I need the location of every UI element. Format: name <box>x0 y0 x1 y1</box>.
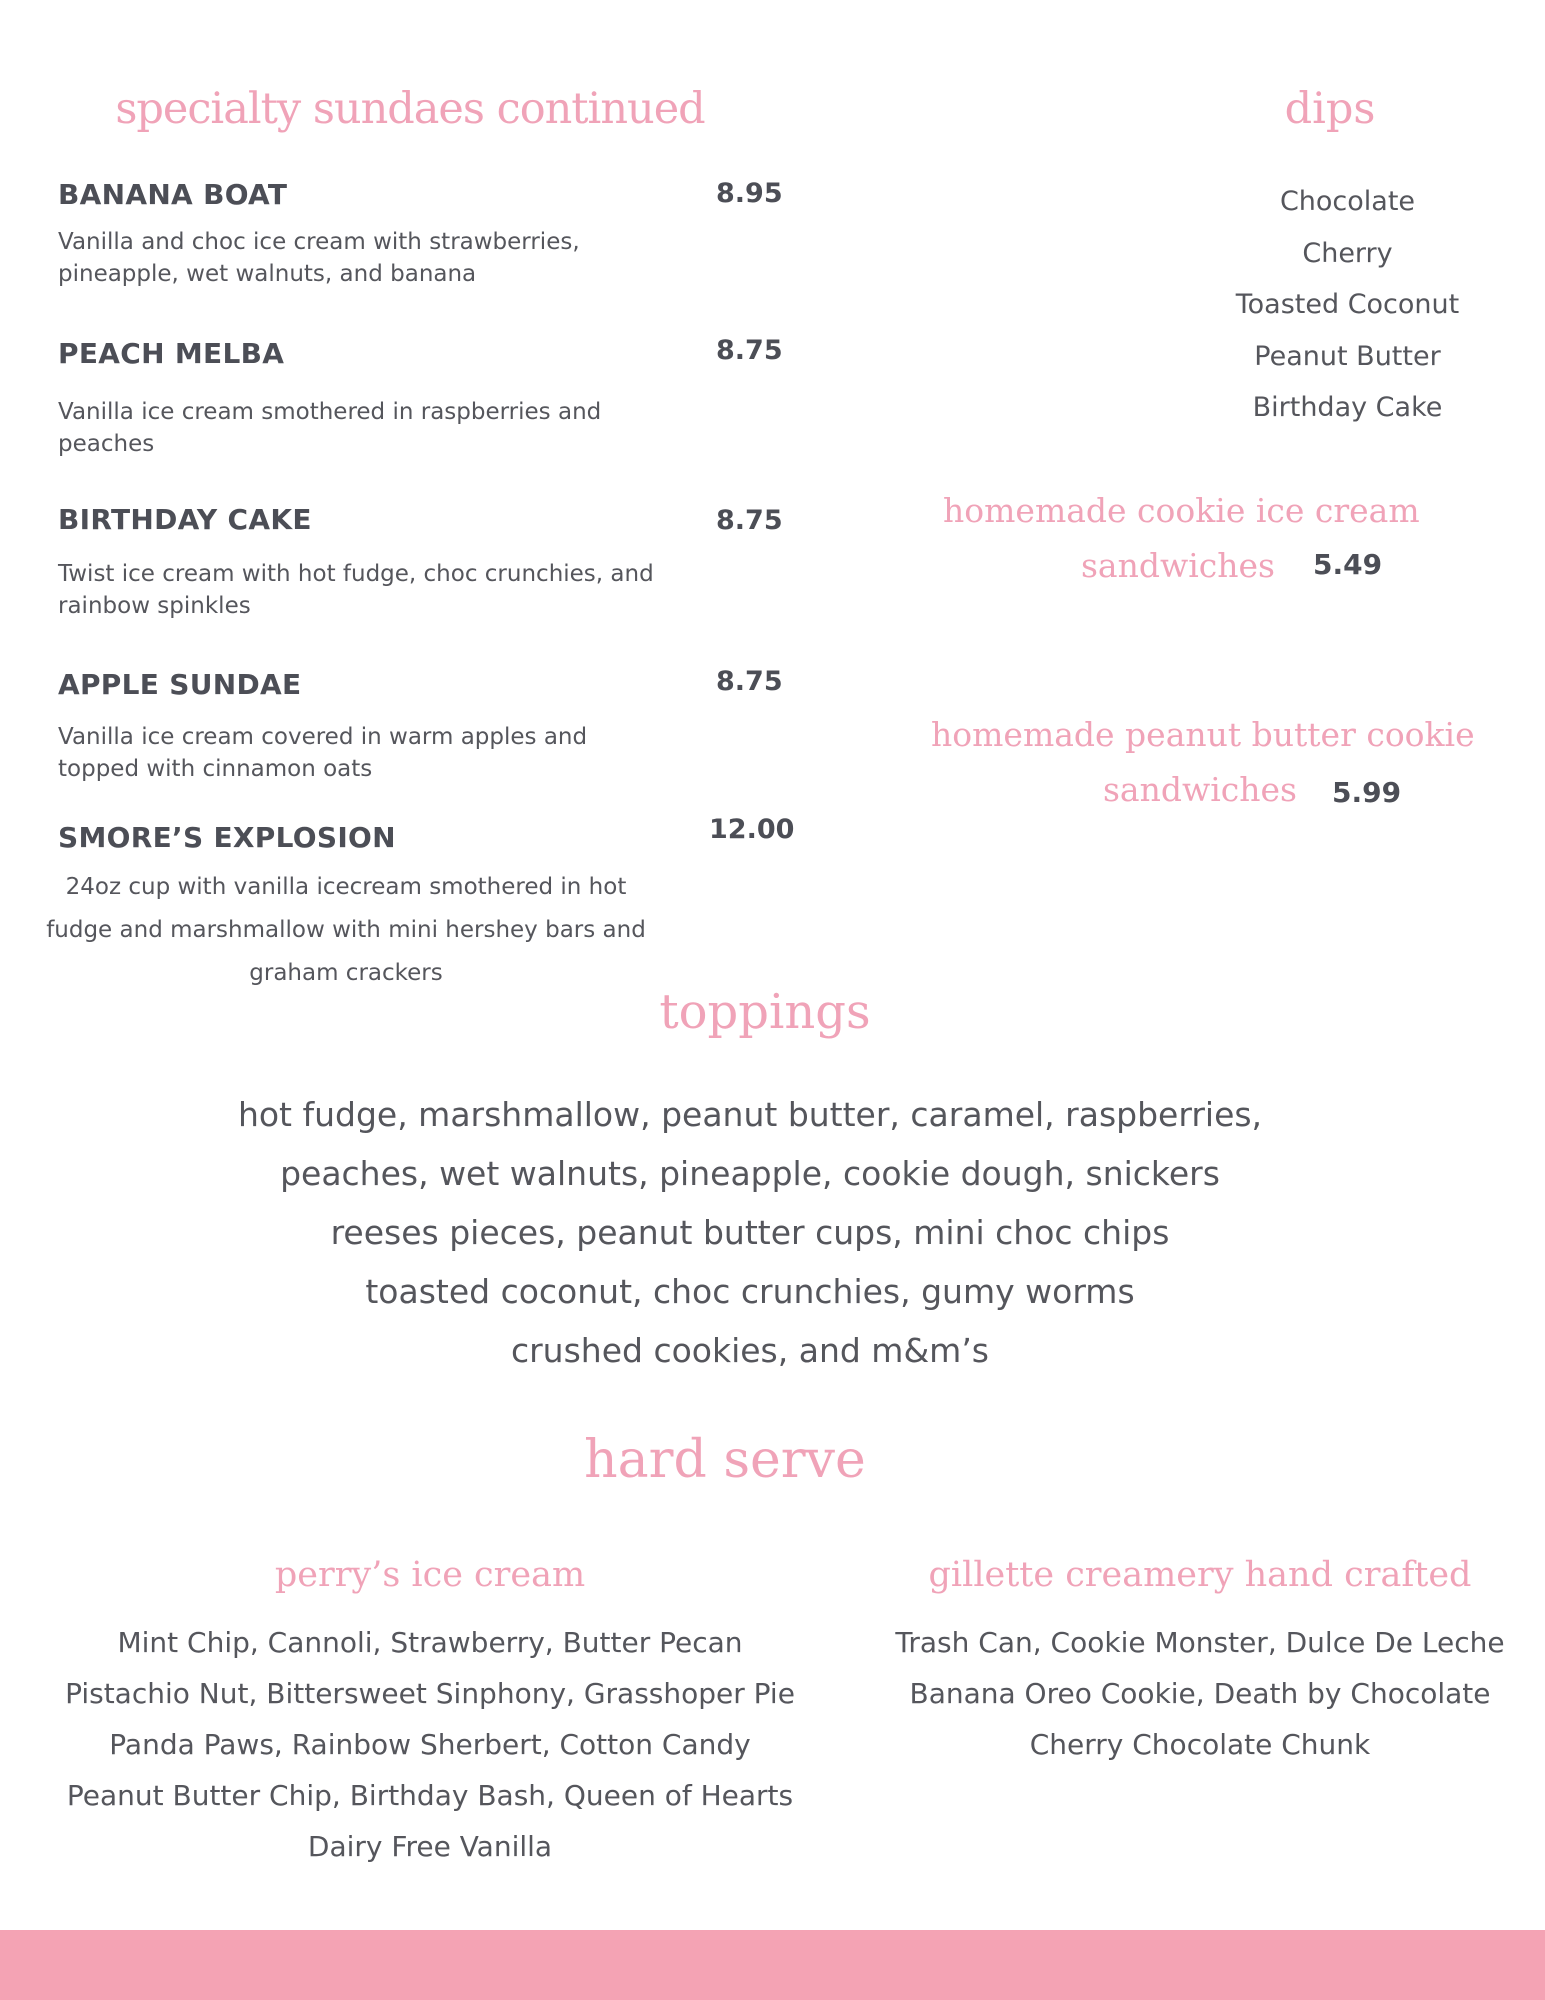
item-description: 24oz cup with vanilla icecream smothered in hot fudge and marshmallow with mini hershey bars and graham crackers <box>46 874 646 986</box>
toppings-heading: toppings <box>659 984 871 1040</box>
item-price: 8.95 <box>716 178 783 209</box>
list-item: Cherry <box>1302 237 1393 269</box>
flavor-line: Banana Oreo Cookie, Death by Chocolate <box>909 1677 1491 1710</box>
perrys-ice-cream-heading: perry’s ice cream <box>274 1555 586 1595</box>
list-item: Peanut Butter <box>1254 340 1441 372</box>
gillette-creamery-heading: gillette creamery hand crafted <box>928 1555 1472 1595</box>
footer-band <box>0 1930 1545 2000</box>
item-price: 12.00 <box>709 814 795 845</box>
list-item: Chocolate <box>1279 186 1416 217</box>
toppings-line: reeses pieces, peanut butter cups, mini choc chips <box>330 1213 1170 1252</box>
toppings-line: hot fudge, marshmallow, peanut butter, caramel, raspberries, <box>237 1095 1263 1134</box>
toppings-list <box>150 1085 1350 1380</box>
dips-list <box>1170 176 1525 434</box>
item-name: BIRTHDAY CAKE <box>58 503 312 536</box>
toppings-line: toasted coconut, choc crunchies, gumy worms <box>365 1272 1135 1311</box>
item-name: PEACH MELBA <box>58 337 285 370</box>
item-description: Vanilla ice cream smothered in raspberries and peaches <box>58 399 602 457</box>
item-name: SMORE’S EXPLOSION <box>58 821 396 854</box>
toppings-line: crushed cookies, and m&m’s <box>510 1331 990 1370</box>
perrys-flavor-list <box>50 1617 810 1872</box>
item-price: 8.75 <box>716 666 783 697</box>
toppings-line: peaches, wet walnuts, pineapple, cookie dough, snickers <box>280 1154 1220 1193</box>
flavor-line: Dairy Free Vanilla <box>307 1830 553 1863</box>
item-description: Vanilla and choc ice cream with strawberries, pineapple, wet walnuts, and banana <box>58 229 580 287</box>
list-item: Toasted Coconut <box>1235 289 1460 320</box>
cookie-sandwich-price: 5.49 <box>1313 548 1383 581</box>
item-description: Twist ice cream with hot fudge, choc crunchies, and rainbow spinkles <box>58 561 654 619</box>
flavor-line: Peanut Butter Chip, Birthday Bash, Queen of Hearts <box>66 1779 794 1812</box>
item-name: BANANA BOAT <box>58 178 288 211</box>
dips-heading: dips <box>1284 84 1376 134</box>
flavor-line: Panda Paws, Rainbow Sherbert, Cotton Candy <box>109 1728 751 1761</box>
cookie-sandwich-title-line2: sandwiches <box>1081 546 1275 585</box>
flavor-line: Pistachio Nut, Bittersweet Sinphony, Grasshoper Pie <box>65 1677 795 1710</box>
pb-cookie-sandwich-price: 5.99 <box>1332 776 1402 809</box>
specialty-sundaes-heading: specialty sundaes continued <box>115 84 705 134</box>
pb-cookie-sandwich-title-line2: sandwiches <box>1103 770 1297 809</box>
pb-cookie-sandwich-title-line1: homemade peanut butter cookie <box>931 715 1475 754</box>
item-price: 8.75 <box>716 335 783 366</box>
flavor-line: Mint Chip, Cannoli, Strawberry, Butter Pecan <box>117 1626 743 1659</box>
flavor-line: Cherry Chocolate Chunk <box>1029 1728 1371 1761</box>
item-price: 8.75 <box>716 505 783 536</box>
flavor-line: Trash Can, Cookie Monster, Dulce De Leche <box>895 1626 1505 1659</box>
hard-serve-heading: hard serve <box>584 1430 866 1490</box>
item-name: APPLE SUNDAE <box>58 668 302 701</box>
cookie-sandwich-title-line1: homemade cookie ice cream <box>943 491 1420 530</box>
item-description: Vanilla ice cream covered in warm apples and topped with cinnamon oats <box>58 724 588 782</box>
gillette-flavor-list <box>880 1617 1520 1770</box>
list-item: Birthday Cake <box>1252 392 1443 423</box>
